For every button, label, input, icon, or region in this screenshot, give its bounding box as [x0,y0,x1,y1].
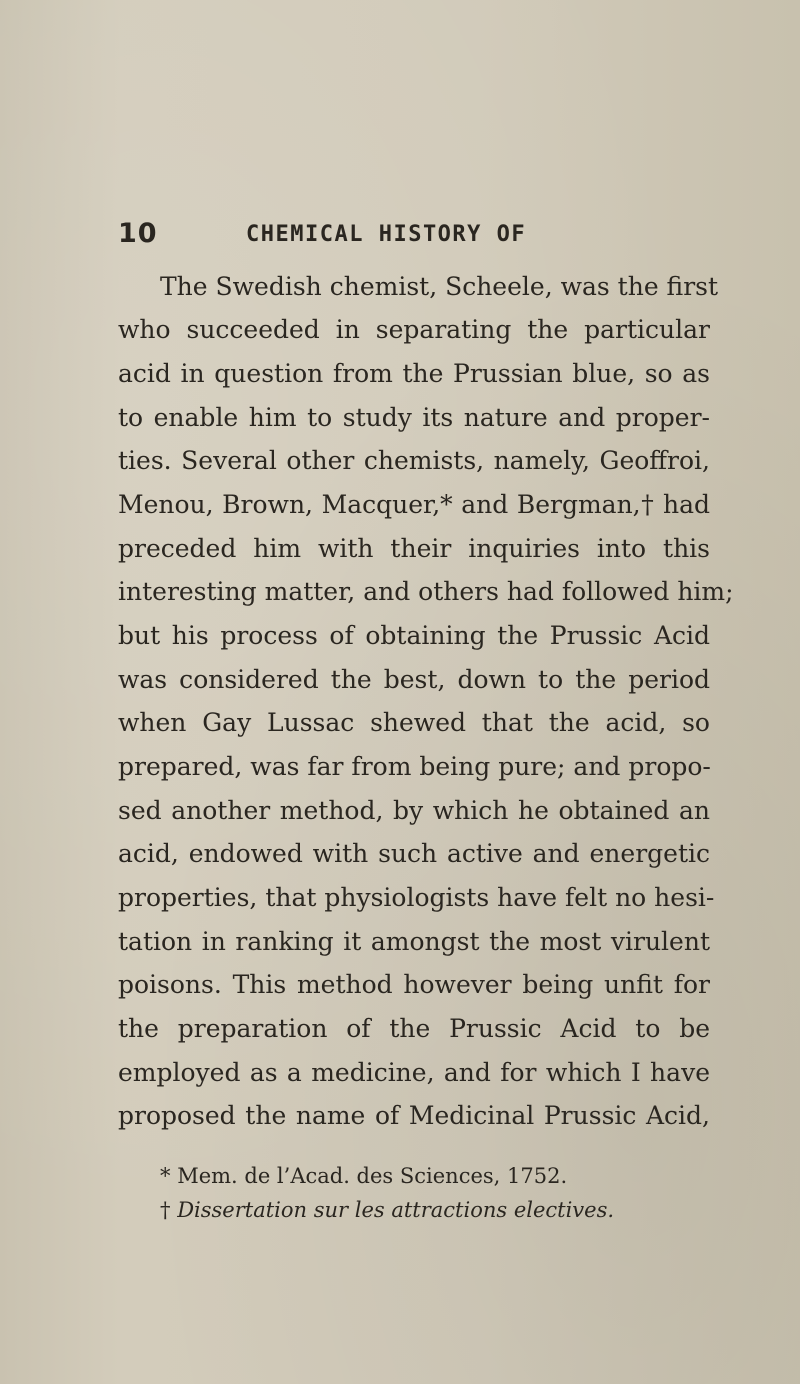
text-line: sed another method, by which he obtained an [118,796,710,825]
footnote [160,1197,614,1223]
text-line: The Swedish chemist, Scheele, was the first [160,272,719,301]
text-line: ties. Several other chemists, namely, Geoffroi, [118,446,710,475]
footnote-mark: * [160,1164,171,1188]
text-line: when Gay Lussac shewed that the acid, so [118,708,710,737]
text-line: Menou, Brown, Macquer,* and Bergman,† had [118,490,710,519]
footnote [160,1163,567,1189]
text-line: acid in question from the Prussian blue, so as [118,359,710,388]
text-line: prepared, was far from being pure; and propo- [118,752,711,781]
text-line: tation in ranking it amongst the most virulent [118,927,710,956]
text-line: preceded him with their inquiries into this [118,534,710,563]
text-line: properties, that physiologists have felt no hesi- [118,883,715,912]
text-line: to enable him to study its nature and proper- [118,403,710,432]
page-number: 10 [118,218,158,249]
text-line: proposed the name of Medicinal Prussic Acid, [118,1101,710,1130]
text-line: acid, endowed with such active and energetic [118,839,710,868]
page-header [118,218,718,258]
footnote-text: Mem. de l’Acad. des Sciences, 1752. [177,1164,568,1188]
text-line: but his process of obtaining the Prussic Acid [118,621,710,650]
text-line: was considered the best, down to the period [118,665,710,694]
text-line: the preparation of the Prussic Acid to be [118,1014,710,1043]
text-line: who succeeded in separating the particular [118,315,710,344]
text-line: poisons. This method however being unfit for [118,970,710,999]
running-head: CHEMICAL HISTORY OF [246,222,527,247]
text-line: interesting matter, and others had followed him; [118,577,734,606]
footnote-text: Dissertation sur les attractions electives. [177,1198,615,1222]
text-line: employed as a medicine, and for which I have [118,1058,710,1087]
footnote-mark: † [160,1198,171,1222]
